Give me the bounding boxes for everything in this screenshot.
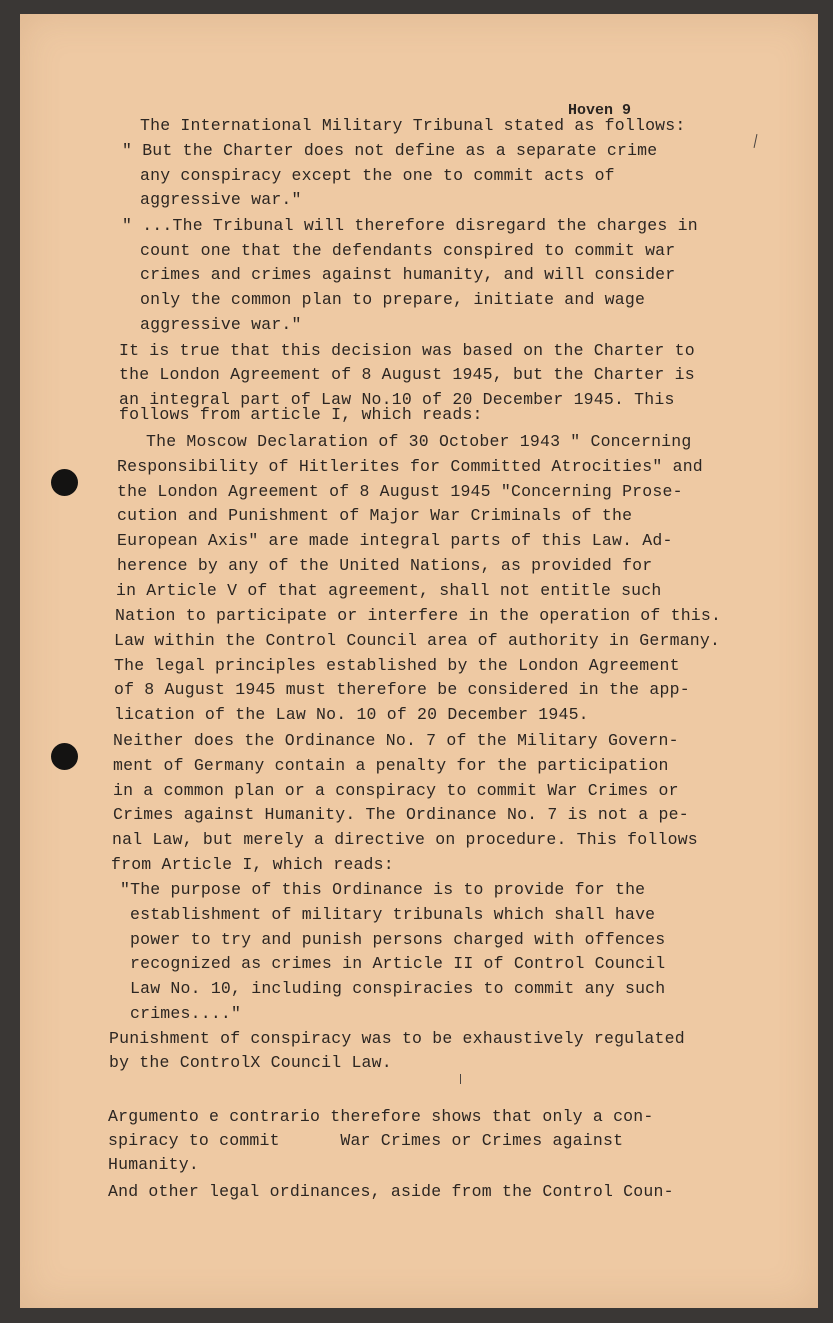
text-line: The Moscow Declaration of 30 October 1943 " Concerning	[146, 432, 692, 451]
quoted-line: Law No. 10, including conspiracies to commit any such	[130, 979, 666, 998]
text-line: aggressive war."	[140, 315, 302, 334]
text-line: spiracy to commit War Crimes or Crimes against	[108, 1131, 624, 1150]
text-line: " But the Charter does not define as a separate crime	[122, 141, 658, 160]
text-line: nal Law, but merely a directive on procedure. This follows	[112, 830, 698, 849]
text-line: ment of Germany contain a penalty for the participation	[113, 756, 669, 775]
text-line: crimes and crimes against humanity, and will consider	[140, 265, 676, 284]
text-line: Argumento e contrario therefore shows that only a con-	[108, 1107, 654, 1126]
quoted-line: establishment of military tribunals which shall have	[130, 905, 656, 924]
text-line: by the ControlX Council Law.	[109, 1053, 392, 1072]
text-line: And other legal ordinances, aside from the Control Coun-	[108, 1182, 674, 1201]
punch-hole	[51, 469, 78, 496]
text-line: the London Agreement of 8 August 1945 "Concerning Prose-	[117, 482, 683, 501]
text-line: " ...The Tribunal will therefore disregard the charges in	[122, 216, 698, 235]
text-line: The International Military Tribunal stated as follows:	[140, 116, 686, 135]
text-line: It is true that this decision was based on the Charter to	[119, 341, 695, 360]
text-line: The legal principles established by the London Agreement	[114, 656, 680, 675]
quoted-line: crimes...."	[130, 1004, 242, 1023]
punch-hole	[51, 743, 78, 770]
text-line: in a common plan or a conspiracy to commit War Crimes or	[113, 781, 679, 800]
text-line: follows from article I, which reads:	[119, 405, 483, 424]
text-line: Responsibility of Hitlerites for Committed Atrocities" and	[117, 457, 703, 476]
text-line: any conspiracy except the one to commit acts of	[140, 166, 615, 185]
page-header: Hoven 9	[568, 102, 632, 119]
text-line: cution and Punishment of Major War Criminals of the	[117, 506, 633, 525]
text-line: only the common plan to prepare, initiate and wage	[140, 290, 646, 309]
pencil-mark	[460, 1074, 461, 1084]
text-line: an integral part of Law No.10 of 20 December 1945. This	[119, 390, 675, 409]
text-line: lication of the Law No. 10 of 20 December 1945.	[114, 705, 589, 724]
text-line: Punishment of conspiracy was to be exhaustively regulated	[109, 1029, 685, 1048]
quoted-line: recognized as crimes in Article II of Control Council	[130, 954, 666, 973]
text-line: count one that the defendants conspired to commit war	[140, 241, 676, 260]
text-line: Nation to participate or interfere in the operation of this.	[115, 606, 722, 625]
text-line: in Article V of that agreement, shall not entitle such	[116, 581, 662, 600]
quoted-line: "The purpose of this Ordinance is to provide for the	[120, 880, 646, 899]
text-line: herence by any of the United Nations, as provided for	[117, 556, 653, 575]
text-line: of 8 August 1945 must therefore be considered in the app-	[114, 680, 690, 699]
text-line: Crimes against Humanity. The Ordinance No. 7 is not a pe-	[113, 805, 689, 824]
quoted-line: power to try and punish persons charged with offences	[130, 930, 666, 949]
text-line: Humanity.	[108, 1155, 199, 1174]
pencil-mark	[754, 134, 758, 148]
text-line: Law within the Control Council area of authority in Germany.	[114, 631, 721, 650]
document-page	[20, 14, 818, 1308]
text-line: aggressive war."	[140, 190, 302, 209]
text-line: European Axis" are made integral parts of this Law. Ad-	[117, 531, 673, 550]
text-line: Neither does the Ordinance No. 7 of the Military Govern-	[113, 731, 679, 750]
text-line: from Article I, which reads:	[111, 855, 394, 874]
text-line: the London Agreement of 8 August 1945, but the Charter is	[119, 365, 695, 384]
